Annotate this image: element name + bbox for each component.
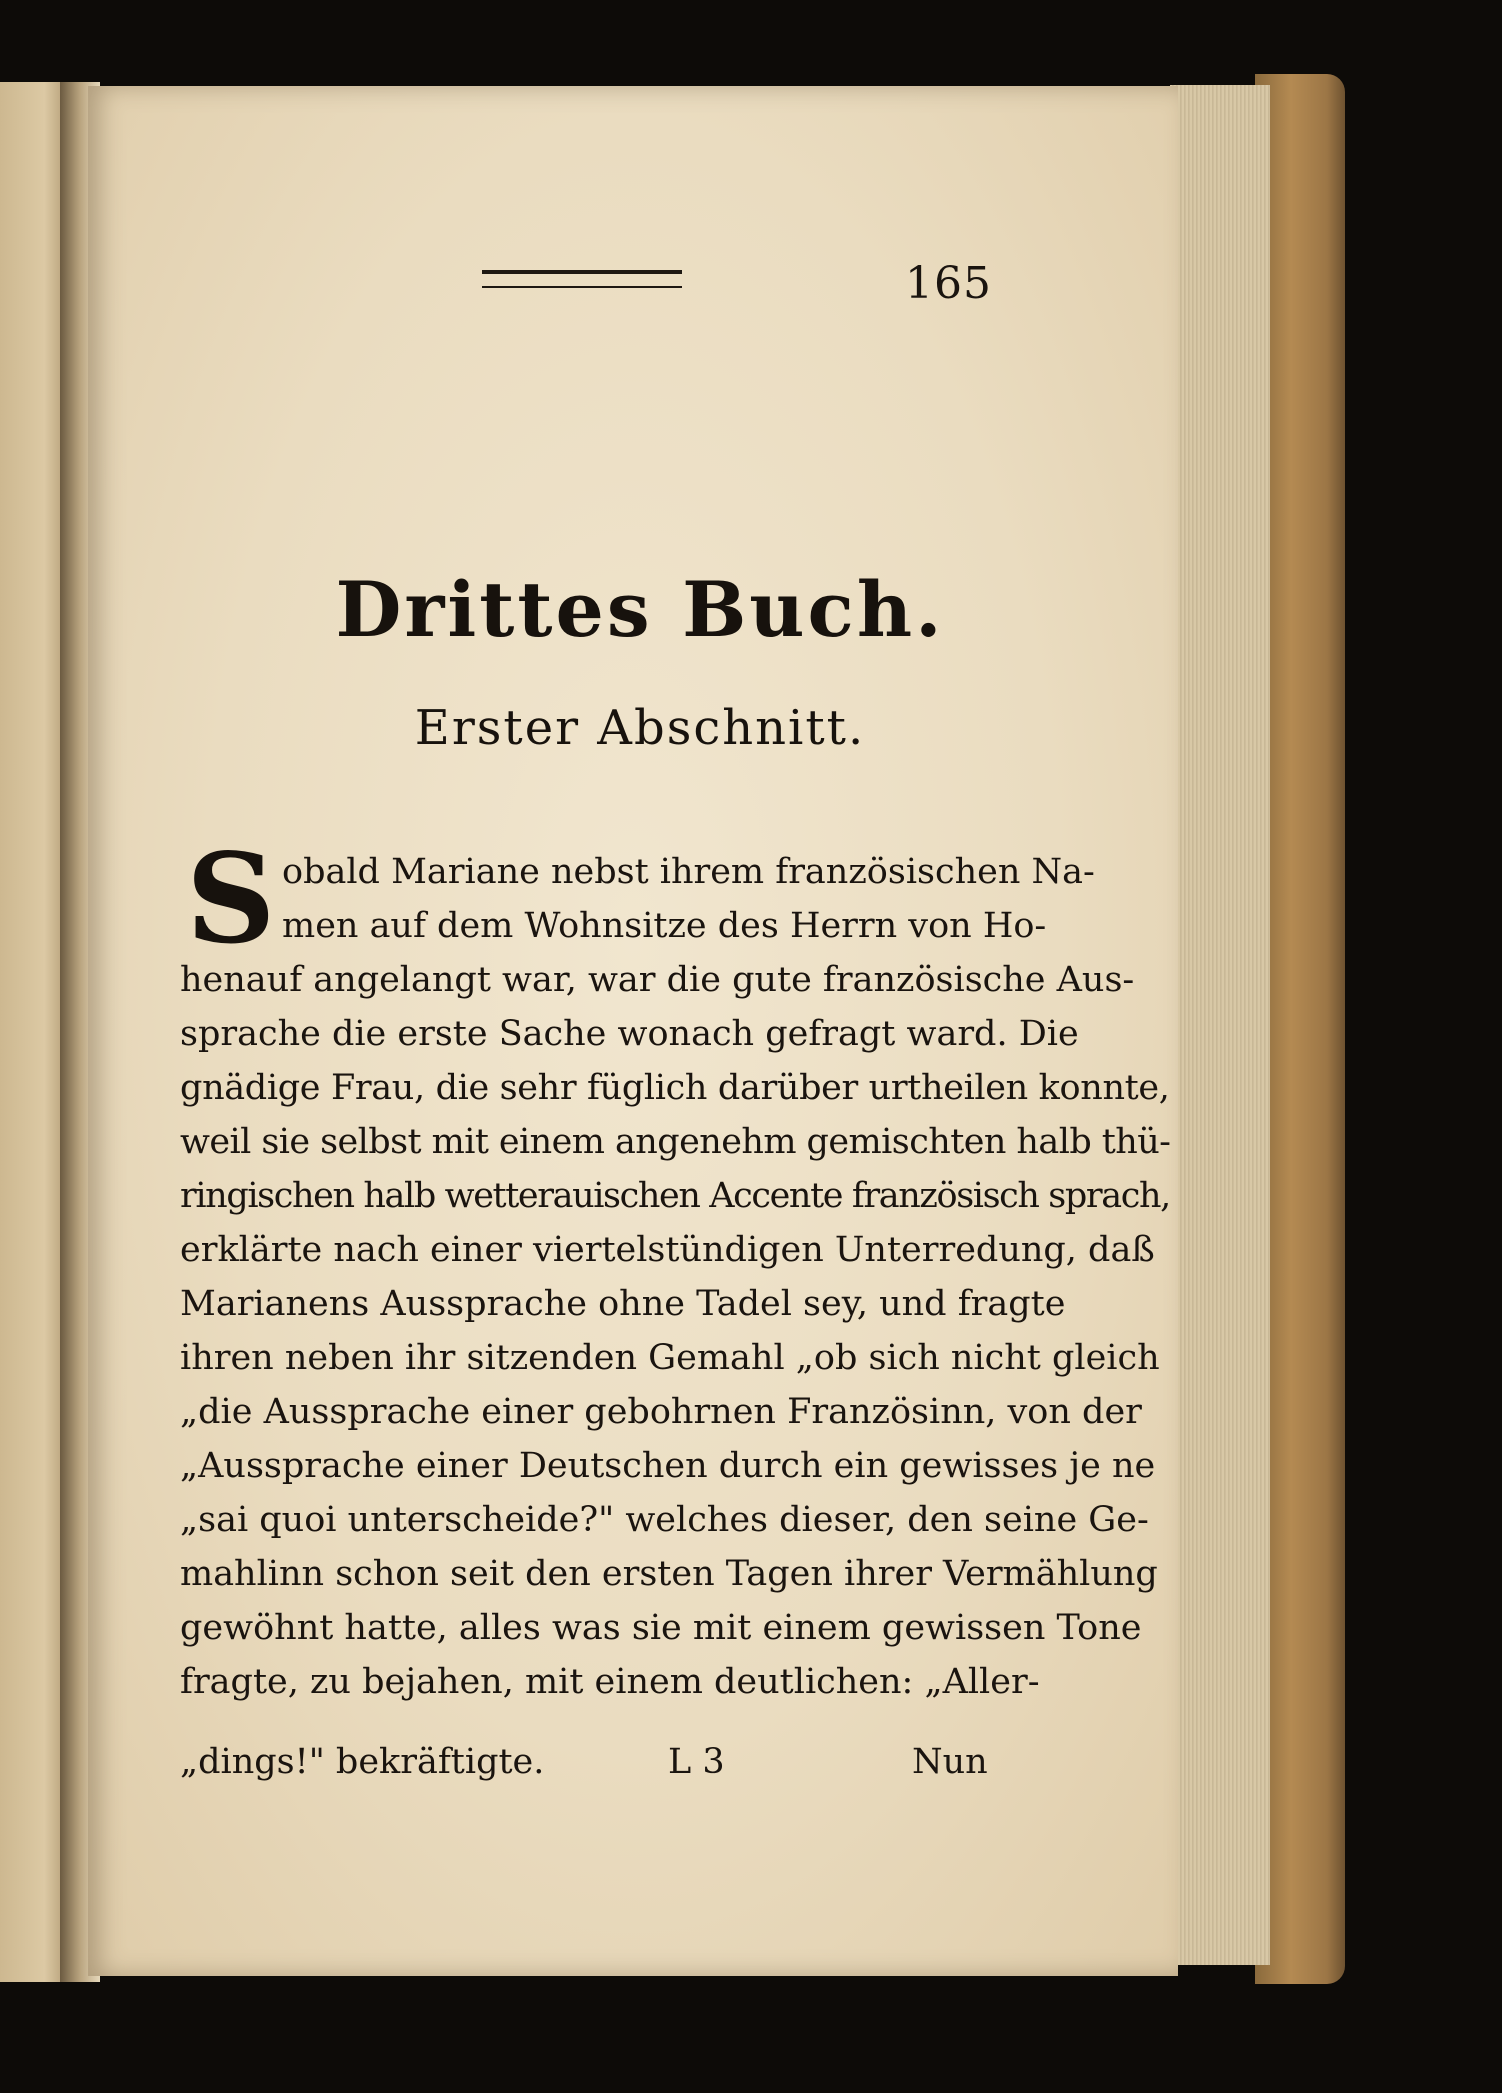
catchword: Nun — [912, 1742, 988, 1782]
text-line: obald Mariane nebst ihrem französischen Na- — [282, 852, 1095, 892]
drop-cap: S — [186, 827, 276, 972]
page-number: 165 — [905, 258, 992, 309]
book-title: Drittes Buch. — [335, 565, 945, 654]
text-line: „die Aussprache einer gebohrnen Französinn, von der — [180, 1392, 1142, 1432]
text-line: men auf dem Wohnsitze des Herrn von Ho- — [282, 906, 1047, 946]
page-stack-edge — [1170, 85, 1270, 1965]
text-line: ringischen halb wetterauischen Accente französisch sprach, — [180, 1176, 1170, 1216]
text-line: ihren neben ihr sitzenden Gemahl „ob sich nicht gleich — [180, 1338, 1160, 1378]
text-line: mahlinn schon seit den ersten Tagen ihrer Vermählung — [180, 1554, 1158, 1594]
text-line: gewöhnt hatte, alles was sie mit einem gewissen Tone — [180, 1608, 1142, 1648]
text-line: „Aussprache einer Deutschen durch ein gewisses je ne — [180, 1446, 1156, 1486]
text-line: erklärte nach einer viertelstündigen Unterredung, daß — [180, 1230, 1155, 1270]
text-line: „sai quoi unterscheide?" welches dieser, den seine Ge- — [180, 1500, 1149, 1540]
signature-mark: L 3 — [668, 1742, 725, 1782]
text-line: gnädige Frau, die sehr füglich darüber urtheilen konnte, — [180, 1068, 1170, 1108]
section-title: Erster Abschnitt. — [414, 700, 866, 756]
last-text-line: „dings!" bekräftigte. — [180, 1742, 545, 1782]
text-line: weil sie selbst mit einem angenehm gemischten halb thü- — [180, 1122, 1171, 1162]
text-line: fragte, zu bejahen, mit einem deutlichen: „Aller- — [180, 1662, 1040, 1702]
text-line: Marianens Aussprache ohne Tadel sey, und fragte — [180, 1284, 1066, 1324]
text-line: henauf angelangt war, war die gute französische Aus- — [180, 960, 1135, 1000]
text-line: sprache die erste Sache wonach gefragt ward. Die — [180, 1014, 1079, 1054]
header-rule — [482, 270, 682, 288]
